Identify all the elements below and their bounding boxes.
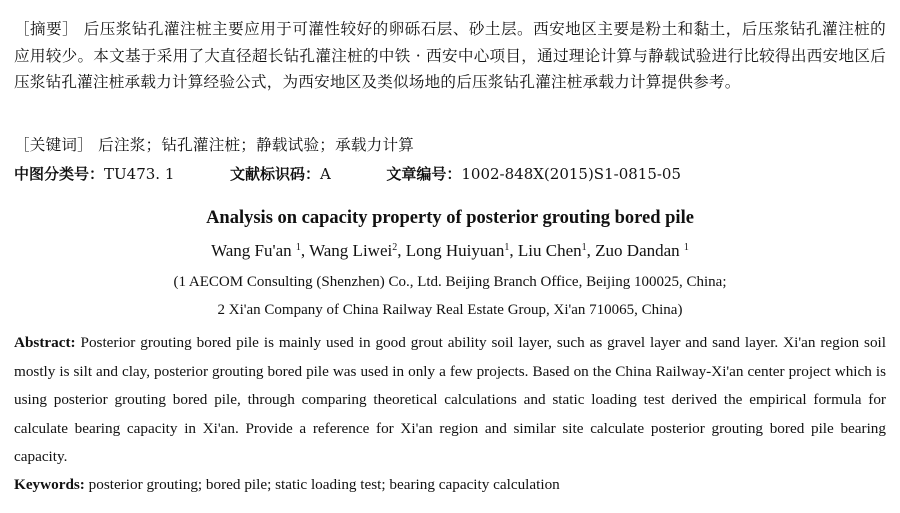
- author: Long Huiyuan$^1$,: [405, 241, 518, 260]
- classification-line: [14, 162, 886, 186]
- chinese-keywords: [14, 133, 886, 157]
- affiliation-2: 2 Xi'an Company of China Railway Real Estate Group, Xi'an 710065, China): [217, 302, 683, 318]
- affiliation-1: (1 AECOM Consulting (Shenzhen) Co., Ltd. Beijing Branch Office, Beijing 100025, China;: [173, 274, 727, 290]
- chinese-keywords-label: ［关键词］: [14, 136, 93, 154]
- author-list: [0, 241, 900, 261]
- document-code-value: A: [319, 165, 331, 183]
- english-keywords-label: Keywords:: [14, 476, 85, 493]
- chinese-abstract: [14, 16, 886, 96]
- english-keywords-text: posterior grouting; bored pile; static loading test; bearing capacity calculation: [88, 476, 560, 493]
- english-title: Analysis on capacity property of posterior grouting bored pile: [206, 208, 694, 228]
- chinese-keywords-text: 后注浆；钻孔灌注桩；静载试验；承载力计算: [98, 136, 415, 154]
- english-abstract: [14, 329, 886, 472]
- english-keywords: [14, 471, 886, 499]
- author: Wang Fu'an $^1$,: [211, 241, 310, 260]
- author: Zuo Dandan $^1$: [595, 241, 689, 260]
- clc-label: 中图分类号：: [14, 165, 105, 183]
- article-number-label: 文章编号：: [386, 165, 462, 183]
- author: Wang Liwei$^2$,: [309, 241, 406, 260]
- author-affiliation-mark: 1: [581, 242, 587, 253]
- document-code-label: 文献标识码：: [229, 165, 320, 183]
- author-affiliation-mark: 1: [683, 242, 689, 253]
- author-affiliation-mark: 1: [504, 242, 510, 253]
- article-number-value: 1002-848X(2015)S1-0815-05: [461, 165, 682, 183]
- chinese-abstract-text: 后压浆钻孔灌注桩主要应用于可灌性较好的卵砾石层、砂土层。西安地区主要是粉土和黏土，后压浆钻孔灌注桩的应用较少。本文基于采用了大直径超长钻孔灌注桩的中铁 · 西安中心项目，通过理论计算与静载试验进行比较得出西安地区后压浆钻孔灌注桩承载力计算经验公式，为西安地区及类似场地的后压浆钻孔灌注桩承载力计算提供参考。: [14, 20, 886, 91]
- author: Liu Chen$^1$,: [517, 241, 596, 260]
- english-abstract-label: Abstract:: [14, 334, 76, 351]
- author-affiliation-mark: 2: [392, 242, 398, 253]
- chinese-abstract-label: ［摘要］: [14, 20, 79, 38]
- author-affiliation-mark: 1: [295, 242, 301, 253]
- english-abstract-text: Posterior grouting bored pile is mainly used in good grout ability soil layer, such as gravel layer and sand layer. Xi'an region soil mostly is silt and clay, posterior grouting bored pile was used in only a few projects. Based on the China Railway-Xi'an center project which is using posterior grouting bored pile, through comparing theoretical calculations and static loading test derived the empirical formula for calculate bearing capacity in Xi'an. Provide a reference for Xi'an region and similar site calculate posterior grouting bored pile bearing capacity.: [14, 334, 886, 466]
- clc-value: TU473. 1: [104, 165, 175, 183]
